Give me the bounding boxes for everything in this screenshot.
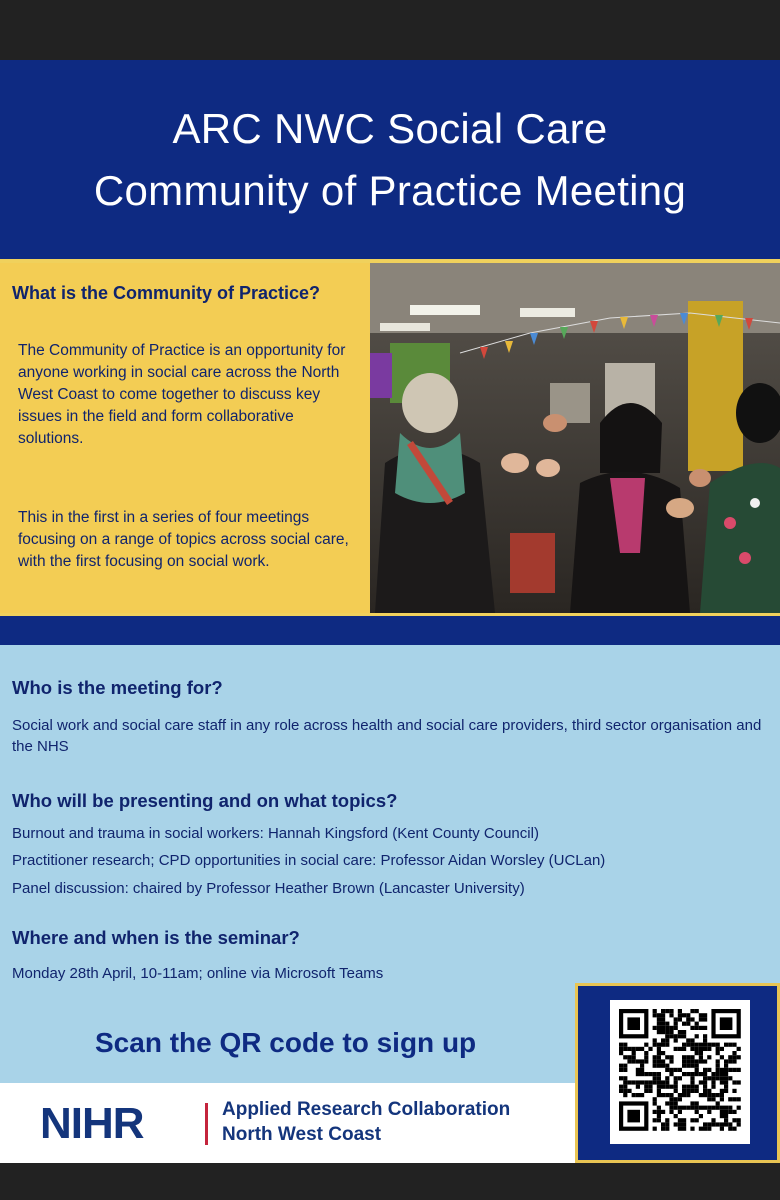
logo-divider	[205, 1103, 208, 1145]
qr-code[interactable]	[610, 1000, 750, 1144]
org-name-line-1: Applied Research Collaboration	[222, 1099, 511, 1120]
presenters-heading: Who will be presenting and on what topics?	[12, 790, 398, 811]
title-banner	[0, 60, 780, 259]
about-paragraph-1: The Community of Practice is an opportunity for anyone working in social care across the North West Coast to come together to discuss key issues in the field and form collaborative solutions.	[18, 342, 346, 447]
section-separator	[0, 613, 780, 645]
audience-heading: Who is the meeting for?	[12, 677, 223, 698]
bottom-frame-bar	[0, 1163, 780, 1200]
nihr-logo: NIHR	[40, 1099, 144, 1148]
about-panel	[0, 263, 370, 613]
schedule-text: Monday 28th April, 10-11am; online via Microsoft Teams	[12, 965, 384, 982]
top-frame-bar	[0, 0, 780, 60]
org-name-line-2: North West Coast	[222, 1124, 382, 1145]
presenter-item: Burnout and trauma in social workers: Hannah Kingsford (Kent County Council)	[12, 825, 539, 842]
audience-text: Social work and social care staff in any role across health and social care providers, third sector organisation and the NHS	[12, 717, 762, 755]
event-photo	[370, 263, 780, 613]
about-paragraph-2: This in the first in a series of four meetings focusing on a range of topics across social care, with the first focusing on social work.	[18, 509, 349, 570]
presenter-item: Panel discussion: chaired by Professor Heather Brown (Lancaster University)	[12, 880, 525, 897]
qr-panel	[575, 983, 780, 1163]
presenter-item: Practitioner research; CPD opportunities in social care: Professor Aidan Worsley (UCLan)	[12, 852, 606, 869]
about-heading: What is the Community of Practice?	[12, 283, 321, 303]
footer-logo-strip	[0, 1083, 575, 1163]
schedule-heading: Where and when is the seminar?	[12, 927, 300, 948]
title-line-2: Community of Practice Meeting	[93, 167, 687, 214]
title-line-1: ARC NWC Social Care	[172, 105, 608, 152]
signup-call-to-action: Scan the QR code to sign up	[95, 1027, 477, 1058]
